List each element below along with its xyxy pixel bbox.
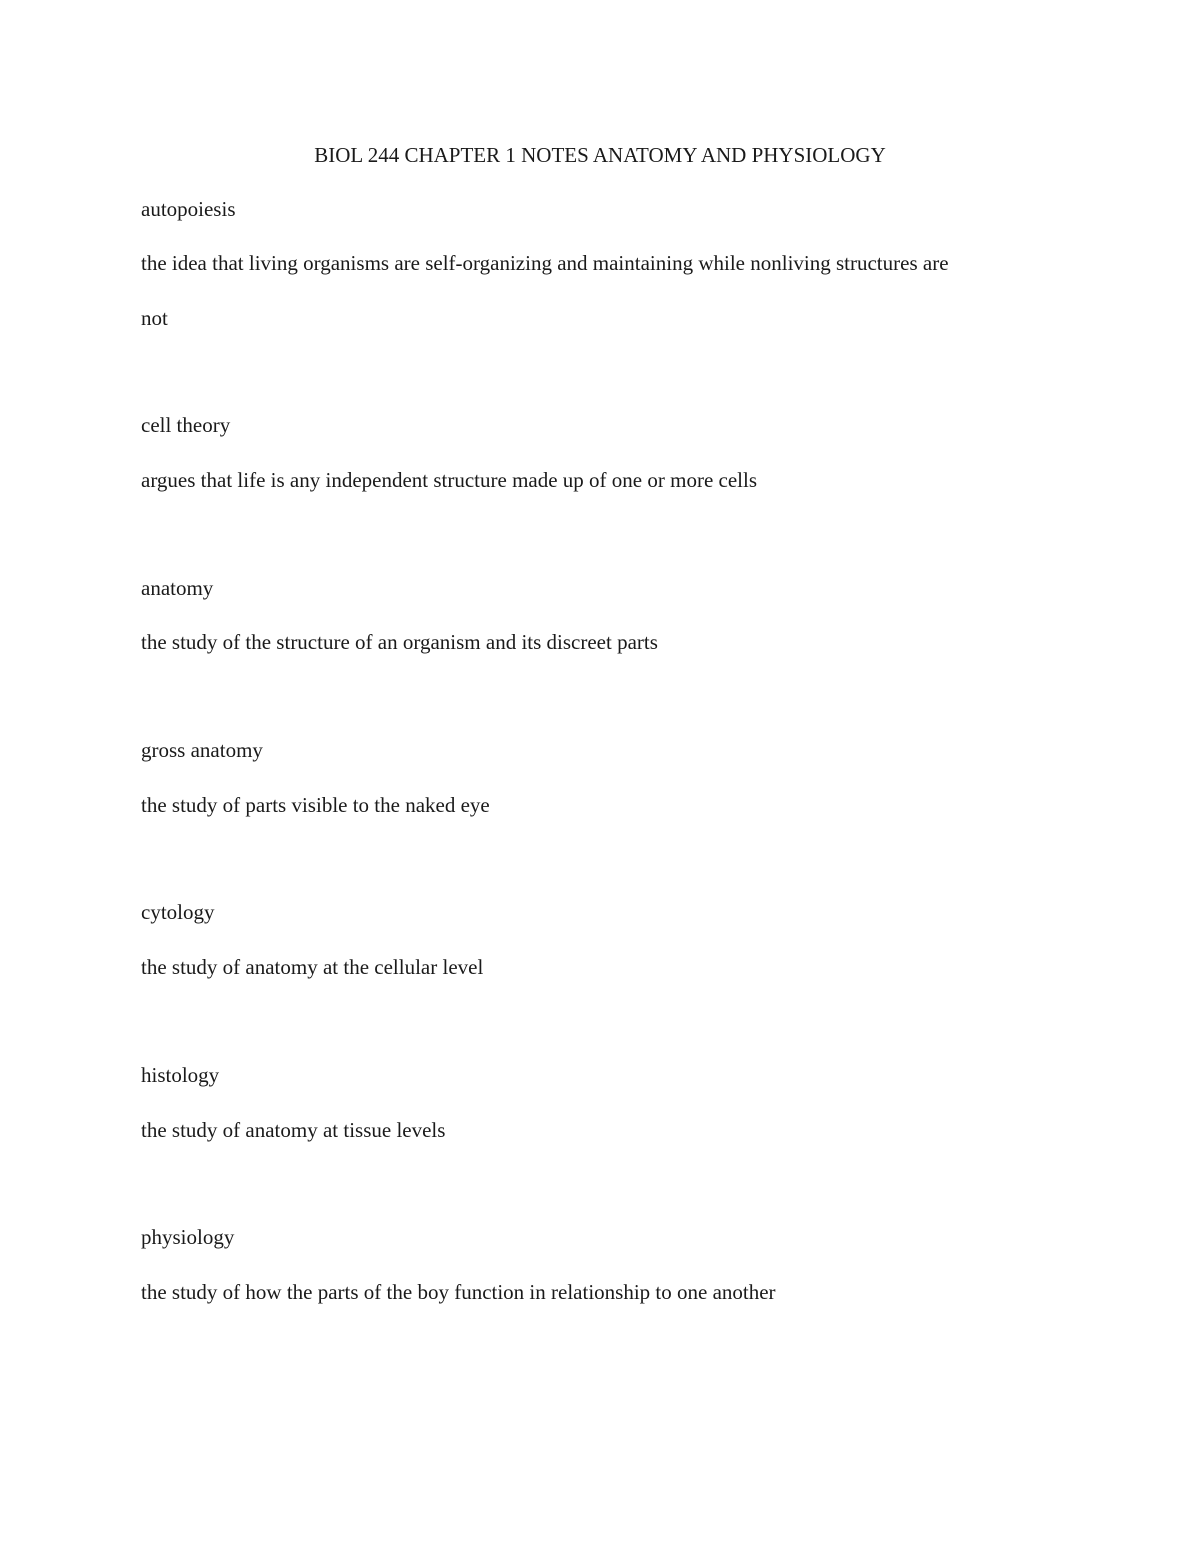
term-anatomy: anatomy [141,576,214,600]
term-physiology: physiology [141,1225,235,1249]
term-gross-anatomy: gross anatomy [141,738,263,762]
definition-autopoiesis-line-2: not [141,306,168,330]
document-title: BIOL 244 CHAPTER 1 NOTES ANATOMY AND PHYSIOLOGY [314,143,886,167]
term-autopoiesis: autopoiesis [141,197,236,221]
term-histology: histology [141,1063,220,1087]
definition-histology: the study of anatomy at tissue levels [141,1118,446,1142]
definition-autopoiesis-line-1: the idea that living organisms are self-organizing and maintaining while nonliving structures are [141,251,949,275]
term-cytology: cytology [141,900,215,924]
definition-cytology: the study of anatomy at the cellular level [141,955,484,979]
definition-anatomy: the study of the structure of an organism and its discreet parts [141,630,658,654]
definition-gross-anatomy: the study of parts visible to the naked eye [141,793,490,817]
term-cell-theory: cell theory [141,413,231,437]
definition-physiology: the study of how the parts of the boy function in relationship to one another [141,1280,776,1304]
definition-cell-theory: argues that life is any independent structure made up of one or more cells [141,468,757,492]
